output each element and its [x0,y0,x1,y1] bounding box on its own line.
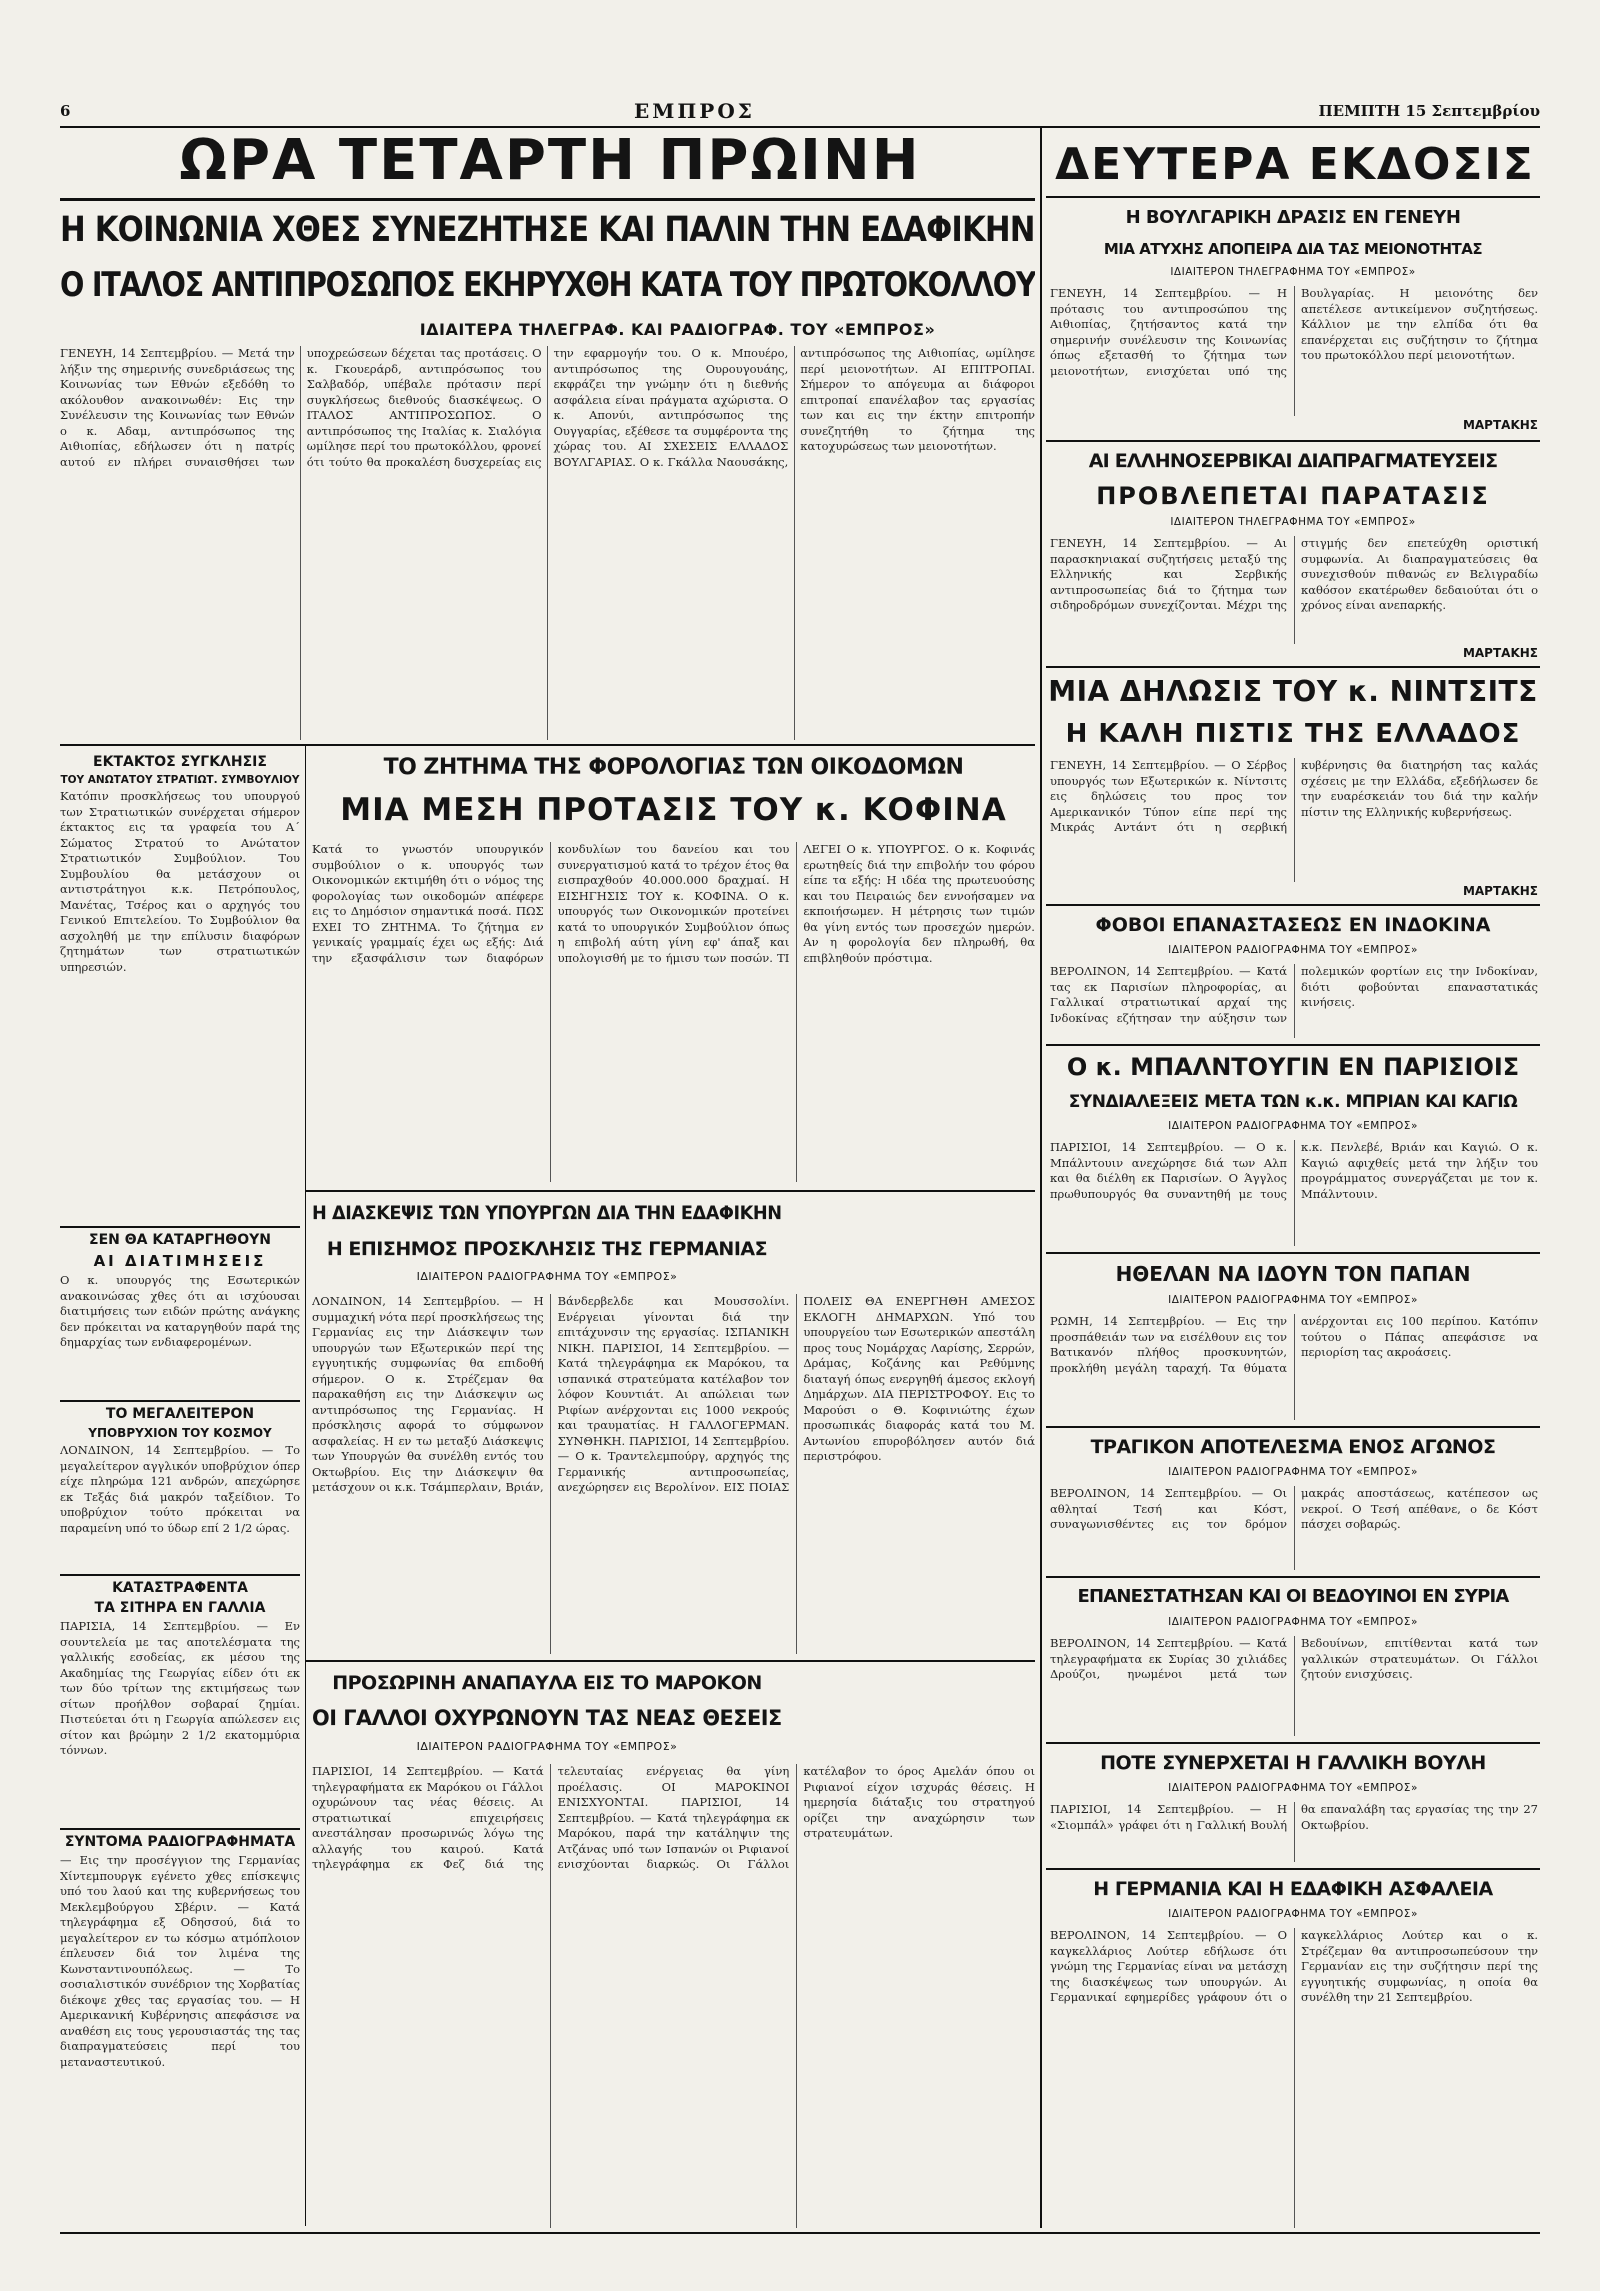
syria-source: ΙΔΙΑΙΤΕΡΟΝ ΡΑΔΙΟΓΡΑΦΗΜΑ ΤΟΥ «ΕΜΠΡΟΣ» [1168,1616,1418,1628]
baldwin-body: ΠΑΡΙΣΙΟΙ, 14 Σεπτεμβρίου. — Ο κ. Μπάλντουιν ανεχώρησε διά των Αλπ και θα διέλθη εκ Παρισίων. Ο Άγγλος πρωθυπουργός θα συναντηθή με τους κ.κ. Πενλεβέ, Βριάν και Καγιώ. Ο κ. Καγιώ αφιχθείς μετά την λήξιν του προγράμματος συνεργάζεται με τον κ. Μπάλντουιν. [1050,1140,1538,1201]
extraordinary-body: Κατόπιν προσκλήσεως του υπουργού των Στρατιωτικών συνέρχεται σήμερον έκτακτος εις τα γραφεία του Α΄ Σώματος Στρατού το Ανώτατον Στρατιωτικόν Συμβούλιον. Του Συμβουλίου θα μετάσχουν οι αντιστράτηγοι κ.κ. Πετρόπουλος, Μανέτας, Τσέρος και ο αρχηγός του Γενικού Επιτελείου. Το Συμβούλιον θα ασχοληθή με την επίλυσιν διαφόρων ζητημάτων των στρατιωτικών υπηρεσιών. [60,789,300,974]
valuations-body: Ο κ. υπουργός της Εσωτερικών ανακοινώσας χθες ότι αι ισχύουσαι διατιμήσεις των ειδών πρώτης ανάγκης δεν πρόκειται να καταργηθούν παρά της δημαρχίας των ενδιαφερομένων. [60,1273,300,1349]
short-radio-body: — Εις την προσέγγιον της Γερμανίας Χίντεμπουργκ εγένετο χθες επίσκεψις υπό του λαού και της κυβερνήσεως του Μεκλεμβούργου Σβέριν. — Κατά τηλεγράφημα εξ Οδησσού, διά το μεγαλείτερον εν τω κόσμω ατμόπλοιον έπλευσεν διά τον λιμένα της Κωνσταντινουπόλεως. — Το σοσιαλιστικόν συνέδριον της Χορβατίας διέκοψε χθες τας εργασίας του. — Η Αμερικανική Κυβέρνησις απεφάσισε να αναθέση εις τους γερουσιαστάς της τας διαπραγματεύσεις περί του μεταναστευτικού. [60,1853,300,2069]
pope-headline: ΗΘΕΛΑΝ ΝΑ ΙΔΟΥΝ ΤΟΝ ΠΑΠΑΝ [1115,1262,1471,1286]
pope-source: ΙΔΙΑΙΤΕΡΟΝ ΡΑΔΙΟΓΡΑΦΗΜΑ ΤΟΥ «ΕΜΠΡΟΣ» [1168,1294,1418,1306]
baldwin-headline-2: ΣΥΝΔΙΑΛΕΞΕΙΣ ΜΕΤΑ ΤΩΝ κ.κ. ΜΠΡΙΑΝ ΚΑΙ ΚΑΓΙΩ [1068,1092,1518,1112]
baldwin-headline-1: Ο κ. ΜΠΑΛΝΤΟΥΓΙΝ ΕΝ ΠΑΡΙΣΙΟΙΣ [1066,1053,1520,1081]
baldwin-source: ΙΔΙΑΙΤΕΡΟΝ ΡΑΔΙΟΓΡΑΦΗΜΑ ΤΟΥ «ΕΜΠΡΟΣ» [1168,1120,1418,1132]
wheat-subtitle: ΤΑ ΣΙΤΗΡΑ ΕΝ ΓΑΛΛΙΑ [94,1600,266,1616]
tax-body: Κατά το γνωστόν υπουργικόν συμβούλιον ο κ. υπουργός των Οικονομικών εκτιμήθη ότι ο νόμος της φορολογίας των οικοδομών απέφερε εις το Δημόσιον σημαντικά ποσά. ΠΩΣ ΕΧΕΙ ΤΟ ΖΗΤΗΜΑ. Το ζήτημα εν γενικαίς γραμμαίς έχει ως εξής: Διά την εξασφάλισιν των διαφόρων κονδυλίων του δανείου και του συνεργατισμού κατά το τρέχον έτος θα εισπραχθούν 40.000.000 δραχμαί. Η ΕΙΣΗΓΗΣΙΣ ΤΟΥ κ. ΚΟΦΙΝΑ. Ο κ. υπουργός των Οικονομικών προτείνει κατά το υπουργικόν Συμβούλιον όπως η επιβολή αύτη γίνη εφ' άπαξ και υπολογισθή με το ήμισυ των ποσών. ΤΙ ΛΕΓΕΙ Ο κ. ΥΠΟΥΡΓΟΣ. Ο κ. Κοφινάς ερωτηθείς διά την επιβολήν του φόρου είπε τα εξής: Η ιδέα της πρωτευούσης και του Πειραιώς δεν εννοήσαμεν να εκποιήσωμεν. Η μέτρησις των τιμών θα γίνη εντός των προσεχών ημερών. Αν η φορολογία δεν πληρωθή, θα επιβληθούν πρόστιμα. [312,842,1035,965]
match-body: ΒΕΡΟΛΙΝΟΝ, 14 Σεπτεμβρίου. — Οι αθληταί Τεσή και Κόστ, συναγωνισθέντες εις τον δρόμον μακράς αποστάσεως, κατέπεσον ως νεκροί. Ο Τεσή απέθανε, ο δε Κόστ πάσχει σοβαρώς. [1050,1486,1538,1531]
short-radio-title: ΣΥΝΤΟΜΑ ΡΑΔΙΟΓΡΑΦΗΜΑΤΑ [64,1834,296,1850]
bulgaria-body: ΓΕΝΕΥΗ, 14 Σεπτεμβρίου. — Η πρότασις του αντιπροσώπου της Αιθιοπίας, ζητήσαντος κατά την σημερινήν συνέλευσιν της Κοινωνίας όπως εξετασθή το ζήτημα των μειονοτήτων, ενισχύεται υπό της Βουλγαρίας. Η μειονότης δεν απετέλεσε αντικείμενον συζητήσεως. Κάλλιον με την ελπίδα ότι θα επανέρχεται εις συζήτησιν το ζήτημα του πρωτοκόλλου περί μειονοτήτων. [1050,286,1538,378]
bulgaria-source: ΙΔΙΑΙΤΕΡΟΝ ΤΗΛΕΓΡΑΦΗΜΑ ΤΟΥ «ΕΜΠΡΟΣ» [1170,266,1416,278]
wheat-title: ΚΑΤΑΣΤΡΑΦΕΝΤΑ [112,1580,248,1596]
serbia-source: ΙΔΙΑΙΤΕΡΟΝ ΤΗΛΕΓΡΑΦΗΜΑ ΤΟΥ «ΕΜΠΡΟΣ» [1170,516,1416,528]
lead-headline-2: Ο ΙΤΑΛΟΣ ΑΝΤΙΠΡΟΣΩΠΟΣ ΕΚΗΡΥΧΘΗ ΚΑΤΑ ΤΟΥ ΠΡΩΤΟΚΟΛΛΟΥ [60,265,1035,305]
section-valuations [60,1226,300,1396]
tax-headline-1: ΤΟ ΖΗΤΗΜΑ ΤΗΣ ΦΟΡΟΛΟΓΙΑΣ ΤΩΝ ΟΙΚΟΔΟΜΩΝ [383,755,964,780]
morocco-headline-1: ΠΡΟΣΩΡΙΝΗ ΑΝΑΠΑΥΛΑ ΕΙΣ ΤΟ ΜΑΡΟΚΟΝ [332,1672,762,1694]
conference-source: ΙΔΙΑΙΤΕΡΟΝ ΡΑΔΙΟΓΡΑΦΗΜΑ ΤΟΥ «ΕΜΠΡΟΣ» [416,1270,678,1283]
bulgaria-headline-1: Η ΒΟΥΛΓΑΡΙΚΗ ΔΡΑΣΙΣ ΕΝ ΓΕΝΕΥΗ [1125,207,1461,228]
banner-right: ΔΕΥΤΕΡΑ ΕΚΔΟΣΙΣ [1055,139,1535,190]
morocco-headline-2: ΟΙ ΓΑΛΛΟΙ ΟΧΥΡΩΝΟΥΝ ΤΑΣ ΝΕΑΣ ΘΕΣΕΙΣ [312,1706,782,1730]
serbia-headline-1: ΑΙ ΕΛΛΗΝΟΣΕΡΒΙΚΑΙ ΔΙΑΠΡΑΓΜΑΤΕΥΣΕΙΣ [1088,450,1498,472]
masthead: ΕΜΠΡΟΣ [634,99,755,123]
issue-date: ΠΕΜΠΤΗ 15 Σεπτεμβρίου [1318,102,1540,120]
chamber-source: ΙΔΙΑΙΤΕΡΟΝ ΡΑΔΙΟΓΡΑΦΗΜΑ ΤΟΥ «ΕΜΠΡΟΣ» [1168,1782,1418,1794]
conference-headline-1: Η ΔΙΑΣΚΕΨΙΣ ΤΩΝ ΥΠΟΥΡΓΩΝ ΔΙΑ ΤΗΝ ΕΔΑΦΙΚΗΝ [312,1202,782,1224]
indochina-source: ΙΔΙΑΙΤΕΡΟΝ ΡΑΔΙΟΓΡΑΦΗΜΑ ΤΟΥ «ΕΜΠΡΟΣ» [1168,944,1418,956]
indochina-headline: ΦΟΒΟΙ ΕΠΑΝΑΣΤΑΣΕΩΣ ΕΝ ΙΝΔΟΚΙΝΑ [1095,914,1491,936]
section-wheat [60,1574,300,1824]
extraordinary-subtitle: ΤΟΥ ΑΝΩΤΑΤΟΥ ΣΤΡΑΤΙΩΤ. ΣΥΜΒΟΥΛΙΟΥ [60,774,300,786]
morocco-body: ΠΑΡΙΣΙΟΙ, 14 Σεπτεμβρίου. — Κατά τηλεγραφήματα εκ Μαρόκου οι Γάλλοι οχυρώνουν τας νέας θέσεις. Αι στρατιωτικαί επιχειρήσεις ανεστάλησαν προσωρινώς λόγω της αλλαγής του καιρού. Κατά τηλεγράφημα εκ Φεζ διά της τελευταίας ενέργειας θα γίνη προέλασις. ΟΙ ΜΑΡΟΚΙΝΟΙ ΕΝΙΣΧΥΟΝΤΑΙ. ΠΑΡΙΣΙΟΙ, 14 Σεπτεμβρίου. — Κατά τηλεγράφημα εκ Μαρόκου, παρά την κατάληψιν της Ατζάνας υπό των Ισπανών οι Ριφιανοί ενισχύονται διαρκώς. Οι Γάλλοι κατέλαβον το όρος Αμελάν όπου οι Ριφιανοί είχον ισχυράς θέσεις. Η ημερησία διάταξις του στρατηγού ορίζει την αναχώρησιν των στρατευμάτων. [312,1764,1035,1871]
valuations-title: ΣΕΝ ΘΑ ΚΑΤΑΡΓΗΘΟΥΝ [89,1232,271,1248]
syria-headline: ΕΠΑΝΕΣΤΑΤΗΣΑΝ ΚΑΙ ΟΙ ΒΕΔΟΥΙΝΟΙ ΕΝ ΣΥΡΙΑ [1077,1586,1509,1607]
section-short-radio [60,1828,300,2228]
section-extraordinary [60,750,300,1220]
valuations-subtitle: ΑΙ ΔΙΑΤΙΜΗΣΕΙΣ [93,1252,267,1270]
pope-body: ΡΩΜΗ, 14 Σεπτεμβρίου. — Εις την προσπάθειάν των να εισέλθουν εις τον Βατικανόν πλήθος προσκυνητών, προκλήθη μεγάλη ταραχή. Τα θύματα ανέρχονται εις 100 περίπου. Κατόπιν τούτου ο Πάπας απεφάσισε να περιορίση τας ακροάσεις. [1050,1314,1538,1375]
bulgaria-headline-2: ΜΙΑ ΑΤΥΧΗΣ ΑΠΟΠΕΙΡΑ ΔΙΑ ΤΑΣ ΜΕΙΟΝΟΤΗΤΑΣ [1103,240,1483,258]
wheat-body: ΠΑΡΙΣΙΑ, 14 Σεπτεμβρίου. — Εν σουντελεία με τας αποτελέσματα της γαλλικής εσοδείας, εκ μέσου της Ακαδημίας της Γεωργίας είδεν ότι εκ των δύο τρίτων της εκτιμήσεως των σίτων προήλθον σοβαραί ζημίαι. Πιστεύεται ότι η Γεωργία απώλεσεν εις σίτον και βρώμην 2 1/2 εκατομμύρια τόννων. [60,1619,300,1757]
submarine-body: ΛΟΝΔΙΝΟΝ, 14 Σεπτεμβρίου. — Το μεγαλείτερον αγγλικόν υποβρύχιον όπερ είχε πληρώμα 121 ανδρών, απεχώρησε εκ Τεξάς διά μακρόν ταξείδιον. Το υποβρύχιον τούτο πρόκειται να παραμείνη υπό το ύδωρ επί 2 1/2 ώρας. [60,1443,300,1535]
conference-headline-2: Η ΕΠΙΣΗΜΟΣ ΠΡΟΣΚΛΗΣΙΣ ΤΗΣ ΓΕΡΜΑΝΙΑΣ [326,1238,768,1260]
serbia-body: ΓΕΝΕΥΗ, 14 Σεπτεμβρίου. — Αι παρασκηνιακαί συζητήσεις μεταξύ της Ελληνικής και Σερβικής αντιπροσωπείας διά το ζήτημα των σιδηροδρόμων συνεχίζονται. Μέχρι της στιγμής δεν επετεύχθη οριστική συμφωνία. Αι διαπραγματεύσεις θα συνεχισθούν πιθανώς εν Βελιγραδίω καθόσον εκατέρωθεν δεδαιούται ότι ο χρόνος είναι ανεπαρκής. [1050,536,1538,612]
serbia-headline-2: ΠΡΟΒΛΕΠΕΤΑΙ ΠΑΡΑΤΑΣΙΣ [1096,482,1490,510]
page-number: 6 [60,102,71,120]
section-submarine [60,1400,300,1570]
lead-headline-1: Η ΚΟΙΝΩΝΙΑ ΧΘΕΣ ΣΥΝΕΖΗΤΗΣΕ ΚΑΙ ΠΑΛΙΝ ΤΗΝ ΕΔΑΦΙΚΗΝ [60,210,1035,250]
morocco-source: ΙΔΙΑΙΤΕΡΟΝ ΡΑΔΙΟΓΡΑΦΗΜΑ ΤΟΥ «ΕΜΠΡΟΣ» [416,1740,678,1753]
germany-headline: Η ΓΕΡΜΑΝΙΑ ΚΑΙ Η ΕΔΑΦΙΚΗ ΑΣΦΑΛΕΙΑ [1093,1878,1493,1900]
submarine-subtitle: ΥΠΟΒΡΥΧΙΟΝ ΤΟΥ ΚΟΣΜΟΥ [88,1426,272,1440]
nincic-body: ΓΕΝΕΥΗ, 14 Σεπτεμβρίου. — Ο Σέρβος υπουργός των Εξωτερικών κ. Νίντσιτς εις δηλώσεις του προς τον Αμερικανικόν Τύπον είπε περί της Μικράς Αντάντ ότι η σερβική κυβέρνησις θα διατηρήση τας καλάς σχέσεις με την Ελλάδα, εξεδήλωσεν δε την ευαρέσκειάν του διά την καλήν πίστιν της Ελληνικής κυβερνήσεως. [1050,758,1538,834]
conference-body: ΛΟΝΔΙΝΟΝ, 14 Σεπτεμβρίου. — Η συμμαχική νότα περί προσκλήσεως της Γερμανίας εις την Διάσκεψιν των υπουργών των Εξωτερικών περί της εγγυητικής συμφωνίας θα επιδοθή σήμερον. Ο κ. Στρέζεμαν θα παρακαθήση εις την Διάσκεψιν ως αντιπρόσωπος της Γερμανίας. Η πρόσκλησις αφορά το σύμφωνον ασφαλείας. Η εν τω μεταξύ Διάσκεψις των Υπουργών θα συνέλθη εντός του Οκτωβρίου. Εις την Διάσκεψιν θα μετάσχουν οι κ.κ. Τσάμπερλαιν, Βριάν, Βάνδερβελδε και Μουσσολίνι. Ενέργειαι γίνονται διά την επιτάχυνσιν της εργασίας. ΙΣΠΑΝΙΚΗ ΝΙΚΗ. ΠΑΡΙΣΙΟΙ, 14 Σεπτεμβρίου. — Κατά τηλεγράφημα εκ Μαρόκου, τα ισπανικά στρατεύματα κατέλαβον τον λόφον Κουντιάτ. Αι απώλειαι των Ριφίων ανέρχονται εις 1000 νεκρούς και τραυματίας. Η ΓΑΛΛΟΓΕΡΜΑΝ. ΣΥΝΘΗΚΗ. ΠΑΡΙΣΙΟΙ, 14 Σεπτεμβρίου. — Ο κ. Τραντελεμπούργ, αρχηγός της Γερμανικής αντιπροσωπείας, ανεχώρησεν εις Βερολίνον. ΕΙΣ ΠΟΙΑΣ ΠΟΛΕΙΣ ΘΑ ΕΝΕΡΓΗΘΗ ΑΜΕΣΟΣ ΕΚΛΟΓΗ ΔΗΜΑΡΧΩΝ. Υπό του υπουργείου των Εσωτερικών απεστάλη προς τους Νομάρχας Λαρίσης, Σερρών, Δράμας, Κοζάνης και Ρεθύμνης διαταγή όπως ενεργηθή άμεσος εκλογή Δημάρχων. ΔΙΑ ΠΕΡΙΣΤΡΟΦΟΥ. Εις το Μαρούσι ο Θ. Κοφινιώτης έχων προσωπικάς διαφοράς κατά του Μ. Αντωνίου επυροβόλησεν αυτόν διά περιστρόφου. [312,1294,1035,1494]
syria-body: ΒΕΡΟΛΙΝΟΝ, 14 Σεπτεμβρίου. — Κατά τηλεγραφήματα εκ Συρίας 30 χιλιάδες Δρούζοι, ηνωμένοι μετά των Βεδουίνων, επιτίθενται κατά των γαλλικών στρατευμάτων. Οι Γάλλοι ζητούν ενισχύσεις. [1050,1636,1538,1681]
serbia-signature: ΜΑΡΤΑΚΗΣ [1462,646,1538,660]
tax-headline-2: ΜΙΑ ΜΕΣΗ ΠΡΟΤΑΣΙΣ ΤΟΥ κ. ΚΟΦΙΝΑ [340,792,1007,828]
submarine-title: ΤΟ ΜΕΓΑΛΕΙΤΕΡΟΝ [105,1406,255,1422]
banner-left: ΩΡΑ ΤΕΤΑΡΤΗ ΠΡΩΙΝΗ [179,130,921,192]
nincic-headline-1: ΜΙΑ ΔΗΛΩΣΙΣ ΤΟΥ κ. ΝΙΝΤΣΙΤΣ [1048,675,1538,708]
lead-source: ΙΔΙΑΙΤΕΡΑ ΤΗΛΕΓΡΑΦ. ΚΑΙ ΡΑΔΙΟΓΡΑΦ. ΤΟΥ «ΕΜΠΡΟΣ» [419,320,936,339]
germany-body: ΒΕΡΟΛΙΝΟΝ, 14 Σεπτεμβρίου. — Ο καγκελλάριος Λούτερ εδήλωσε ότι γνώμη της Γερμανίας είναι να μετάσχη της διασκέψεως των υπουργών. Αι Γερμανικαί εφημερίδες γράφουν ότι ο καγκελλάριος Λούτερ και ο κ. Στρέζεμαν θα αντιπροσωπεύσουν την Γερμανίαν εις την συζήτησιν περί της εγγυητικής συμφωνίας, η οποία θα συνέλθη την 21 Σεπτεμβρίου. [1050,1928,1538,2004]
nincic-headline-2: Η ΚΑΛΗ ΠΙΣΤΙΣ ΤΗΣ ΕΛΛΑΔΟΣ [1065,719,1521,749]
lead-body: ΓΕΝΕΥΗ, 14 Σεπτεμβρίου. — Μετά την λήξιν της σημερινής συνεδριάσεως της Κοινωνίας των Εθνών εξεδόθη το ακόλουθον ανακοινωθέν: Εις την Συνέλευσιν της Κοινωνίας των Εθνών ο κ. Αδαμ, αντιπρόσωπος της Αιθιοπίας, εδήλωσεν ότι η πατρίς αυτού εν πλήρει συναισθήσει των υποχρεώσεων δέχεται τας προτάσεις. Ο κ. Γκουεράρδ, αντιπρόσωπος του Σαλβαδόρ, υπέβαλε πρότασιν περί συγκλήσεως διεθνούς διασκέψεως. Ο ΙΤΑΛΟΣ ΑΝΤΙΠΡΟΣΩΠΟΣ. Ο αντιπρόσωπος της Ιταλίας κ. Σιαλόγια ωμίλησε περί του πρωτοκόλλου, φρονεί ότι τούτο θα προκαλέση δυσχερείας εις την εφαρμογήν του. Ο κ. Μπουέρο, αντιπρόσωπος της Ουρουγουάης, εκφράζει την γνώμην ότι η διεθνής ασφάλεια είναι πράγματα αχώριστα. Ο κ. Απονύι, αντιπρόσωπος της Ουγγαρίας, εξέθεσε τα συμφέροντα της χώρας του. ΑΙ ΣΧΕΣΕΙΣ ΕΛΛΑΔΟΣ ΒΟΥΛΓΑΡΙΑΣ. Ο κ. Γκάλλα Ναουσάκης, αντιπρόσωπος της Αιθιοπίας, ωμίλησε περί μειονοτήτων. ΑΙ ΕΠΙΤΡΟΠΑΙ. Σήμερον το απόγευμα αι διάφοροι επιτροπαί επανέλαβον τας εργασίας των και εις την έκτην επιτροπήν συνεζητήθη το ζήτημα της κατοχυρώσεως των μειονοτήτων. [60,346,1035,469]
indochina-body: ΒΕΡΟΛΙΝΟΝ, 14 Σεπτεμβρίου. — Κατά τας εκ Παρισίων πληροφορίας, αι Γαλλικαί στρατιωτικαί αρχαί της Ινδοκίνας εζήτησαν την αύξησιν των πολεμικών φορτίων εις την Ινδοκίναν, διότι φοβούνται επαναστατικάς κινήσεις. [1050,964,1538,1025]
match-source: ΙΔΙΑΙΤΕΡΟΝ ΡΑΔΙΟΓΡΑΦΗΜΑ ΤΟΥ «ΕΜΠΡΟΣ» [1168,1466,1418,1478]
extraordinary-title: ΕΚΤΑΚΤΟΣ ΣΥΓΚΛΗΣΙΣ [93,754,267,770]
match-headline: ΤΡΑΓΙΚΟΝ ΑΠΟΤΕΛΕΣΜΑ ΕΝΟΣ ΑΓΩΝΟΣ [1090,1436,1496,1458]
chamber-body: ΠΑΡΙΣΙΟΙ, 14 Σεπτεμβρίου. — Η «Σιομπάλ» γράφει ότι η Γαλλική Βουλή θα επαναλάβη τας εργασίας της την 27 Οκτωβρίου. [1050,1802,1538,1832]
page-header [60,100,1540,122]
chamber-headline: ΠΟΤΕ ΣΥΝΕΡΧΕΤΑΙ Η ΓΑΛΛΙΚΗ ΒΟΥΛΗ [1100,1752,1486,1774]
germany-source: ΙΔΙΑΙΤΕΡΟΝ ΡΑΔΙΟΓΡΑΦΗΜΑ ΤΟΥ «ΕΜΠΡΟΣ» [1168,1908,1418,1920]
bulgaria-signature: ΜΑΡΤΑΚΗΣ [1462,418,1538,432]
nincic-signature: ΜΑΡΤΑΚΗΣ [1462,884,1538,898]
